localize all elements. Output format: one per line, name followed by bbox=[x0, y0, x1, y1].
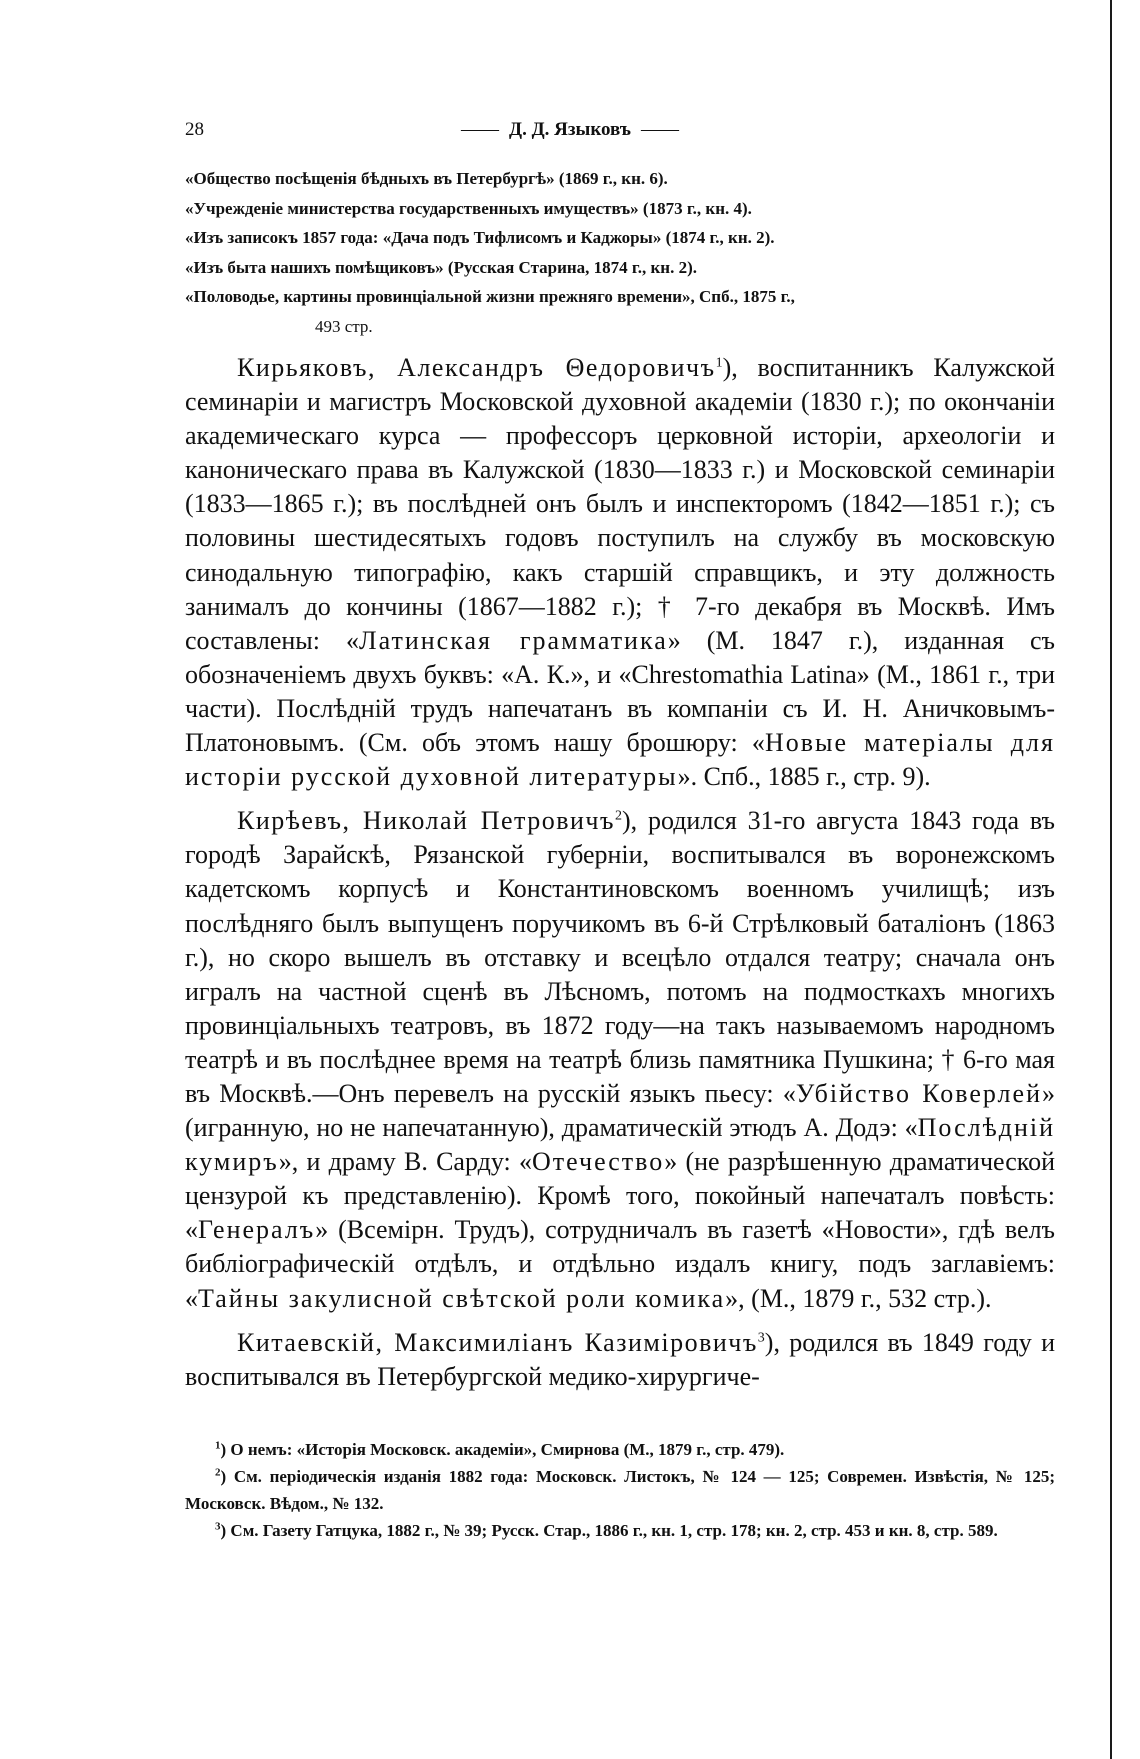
running-head-dash-right: —— bbox=[640, 119, 679, 140]
entry-kiryakov: Кирьяковъ, Александръ Θедоровичъ$^1$), воспитанникъ Калужской семинаріи и магистръ Московской духовной академіи (1830 г.); по окончаніи академическаго курса — профессоръ церковной исторіи, археологіи и каноническаго права въ Калужской (1830—1833 г.) и Московской семинаріи (1833—1865 г.); въ послѣдней онъ былъ и инспекторомъ (1842—1851 г.); съ половины шестидесятыхъ годовъ поступилъ на службу въ московскую синодальную типографію, какъ старшій справщикъ, и эту должность занималъ до кончины (1867—1882 г.); † 7-го декабря въ Москвѣ. Имъ составлены: «Латинская грамматика» (М. 1847 г.), изданная съ обозначеніемъ двухъ буквъ: «А. К.», и «Chrestomathia Latina» (М., 1861 г., три части). Послѣдній трудъ напечатанъ въ компаніи съ И. Н. Аничковымъ-Платоновымъ. (См. объ этомъ нашу брошюру: «Новые матеріалы для исторіи русской духовной литературы». Спб., 1885 г., стр. 9). bbox=[185, 353, 1055, 792]
bibliography-item: «Изъ быта нашихъ помѣщиковъ» (Русская Старина, 1874 г., кн. 2). bbox=[185, 257, 697, 277]
footnote-mark: 3 bbox=[215, 1520, 221, 1533]
work-title: Отечество bbox=[531, 1147, 665, 1177]
footnote-ref: 3 bbox=[757, 1329, 765, 1345]
book-page bbox=[185, 110, 1055, 1544]
work-title: Генералъ bbox=[198, 1215, 316, 1245]
bibliography-list bbox=[185, 164, 1055, 341]
entry-text: », и драму В. Сарду: « bbox=[278, 1147, 532, 1177]
footnote-mark: 2 bbox=[215, 1466, 221, 1479]
work-title: Убійство Коверлей bbox=[795, 1078, 1042, 1108]
page-number: 28 bbox=[185, 119, 204, 140]
footnote-text: ) О немъ: «Исторія Московск. академіи», Смирнова (М., 1879 г., стр. 479). bbox=[220, 1439, 785, 1459]
entry-kitaevsky: Китаевскій, Максимиліанъ Казиміровичъ$^3$), родился въ 1849 году и воспитывался въ Петербургской медико-хирургиче- bbox=[185, 1327, 1055, 1391]
entry-text: » (М. 1847 г.), изданная съ обозначеніемъ двухъ буквъ: «А. К.», и «Chrestomathia Latina» (М., 1861 г., три части). Послѣдній трудъ напечатанъ въ компаніи съ И. Н. Аничковымъ-Платоновымъ. (См. объ этомъ нашу брошюру: « bbox=[185, 625, 1055, 758]
bibliography-item: «Общество посѣщенія бѣдныхъ въ Петербургѣ» (1869 г., кн. 6). bbox=[185, 169, 668, 188]
entry-name: Кирьяковъ, Александръ Θедоровичъ bbox=[237, 353, 716, 382]
entry-text: » (не разрѣшенную драматической цензурой къ представленію). Кромѣ того, покойный напечаталъ повѣсть: « bbox=[185, 1147, 1055, 1245]
footnote-text: ) См. Газету Гатцука, 1882 г., № 39; Русск. Стар., 1886 г., кн. 1, стр. 178; кн. 2, стр. 453 и кн. 8, стр. 589. bbox=[220, 1520, 998, 1540]
footnote bbox=[185, 1436, 1055, 1463]
entry-name: Кирѣевъ, Николай Петровичъ bbox=[237, 806, 615, 836]
footnote-mark: 1 bbox=[215, 1439, 221, 1452]
bibliography-item-continuation: 493 стр. bbox=[315, 316, 373, 336]
entry-text: , воспитанникъ Калужской семинаріи и магистръ Московской духовной академіи (1830 г.); по окончаніи академическаго курса — профессоръ церковной исторіи, археологіи и каноническаго права въ Калужской (1830—1833 г.) и Московской семинаріи (1833—1865 г.); въ послѣдней онъ былъ и инспекторомъ (1842—1851 г.); съ половины шестидесятыхъ годовъ поступилъ на службу въ московскую синодальную типографію, какъ старшій справщикъ, и эту должность занималъ до кончины (1867—1882 г.); † 7-го декабря въ Москвѣ. Имъ составлены: « bbox=[185, 353, 1055, 655]
bibliography-item bbox=[185, 282, 1055, 341]
running-head-dash-left: —— bbox=[461, 119, 499, 140]
work-title: Латинская грамматика bbox=[358, 625, 668, 655]
footnote bbox=[185, 1463, 1055, 1517]
entry-text: » (Всемірн. Трудъ), сотрудничалъ въ газетѣ «Новости», гдѣ велъ библіографическій отдѣлъ, и отдѣльно издалъ книгу, подъ заглавіемъ: « bbox=[185, 1215, 1055, 1313]
page-edge-line bbox=[1110, 0, 1112, 1759]
footnote-ref: 1 bbox=[715, 355, 723, 371]
footnotes bbox=[185, 1436, 1055, 1544]
footnote bbox=[185, 1517, 1055, 1544]
running-head-title: Д. Д. Языковъ bbox=[509, 119, 631, 140]
page-header bbox=[185, 110, 1055, 150]
work-title: Послѣдній кумиръ bbox=[185, 1113, 1055, 1177]
entry-text: , родился въ 1849 году и воспитывался въ Петербургской медико-хирургиче- bbox=[185, 1327, 1055, 1391]
entry-kireev: Кирѣевъ, Николай Петровичъ$^2$), родился 31-го августа 1843 года въ городѣ Зарайскѣ, Рязанской губерніи, воспитывался въ воронежскомъ кадетскомъ корпусѣ и Константиновскомъ военномъ училищѣ; изъ послѣдняго былъ выпущенъ поручикомъ въ 6-й Стрѣлковый баталіонъ (1863 г.), но скоро вышелъ въ отставку и всецѣло отдался театру; сначала онъ игралъ на частной сценѣ въ Лѣсномъ, потомъ на подмосткахъ многихъ провинціальныхъ театровъ, въ 1872 году—на такъ называемомъ народномъ театрѣ и въ послѣднее время на театрѣ близь памятника Пушкина; † 6-го мая въ Москвѣ.—Онъ перевелъ на русскій языкъ пьесу: «Убійство Коверлей» (игранную, но не напечатанную), драматическій этюдъ А. Додэ: «Послѣдній кумиръ», и драму В. Сарду: «Отечество» (не разрѣшенную драматической цензурой къ представленію). Кромѣ того, покойный напечаталъ повѣсть: «Генералъ» (Всемірн. Трудъ), сотрудничалъ въ газетѣ «Новости», гдѣ велъ библіографическій отдѣлъ, и отдѣльно издалъ книгу, подъ заглавіемъ: «Тайны закулисной свѣтской роли комика», (М., 1879 г., 532 стр.). bbox=[185, 806, 1055, 1313]
running-head bbox=[445, 119, 1055, 141]
bibliography-item-text: «Половодье, картины провинціальной жизни прежняго времени», Спб., 1875 г., bbox=[185, 287, 795, 306]
entry-text: ». Спб., 1885 г., стр. 9). bbox=[677, 762, 931, 792]
footnote-ref: 2 bbox=[614, 808, 622, 824]
footnote-text: ) См. періодическія изданія 1882 года: Московск. Листокъ, № 124 — 125; Современ. Извѣстія, № 125; Московск. Вѣдом., № 132. bbox=[185, 1466, 1055, 1513]
work-title: Тайны закулисной свѣтской роли комика bbox=[198, 1283, 726, 1313]
entry-name: Китаевскій, Максимиліанъ Казиміровичъ bbox=[237, 1327, 758, 1357]
bibliography-item: «Учрежденіе министерства государственныхъ имуществъ» (1873 г., кн. 4). bbox=[185, 198, 752, 218]
entry-text: », (М., 1879 г., 532 стр.). bbox=[725, 1283, 992, 1313]
work-title: Новые матеріалы для исторіи русской духовной литературы bbox=[185, 728, 1055, 792]
entry-text: , родился 31-го августа 1843 года въ городѣ Зарайскѣ, Рязанской губерніи, воспитывался въ воронежскомъ кадетскомъ корпусѣ и Константиновскомъ военномъ училищѣ; изъ послѣдняго былъ выпущенъ поручикомъ въ 6-й Стрѣлковый баталіонъ (1863 г.), но скоро вышелъ въ отставку и всецѣло отдался театру; сначала онъ игралъ на частной сценѣ въ Лѣсномъ, потомъ на подмосткахъ многихъ провинціальныхъ театровъ, въ 1872 году—на такъ называемомъ народномъ театрѣ и въ послѣднее время на театрѣ близь памятника Пушкина; † 6-го мая въ Москвѣ.—Онъ перевелъ на русскій языкъ пьесу: « bbox=[185, 806, 1055, 1108]
entry-text: » (игранную, но не напечатанную), драматическій этюдъ А. Додэ: « bbox=[185, 1078, 1055, 1143]
bibliography-item: «Изъ записокъ 1857 года: «Дача подъ Тифлисомъ и Каджоры» (1874 г., кн. 2). bbox=[185, 228, 775, 247]
